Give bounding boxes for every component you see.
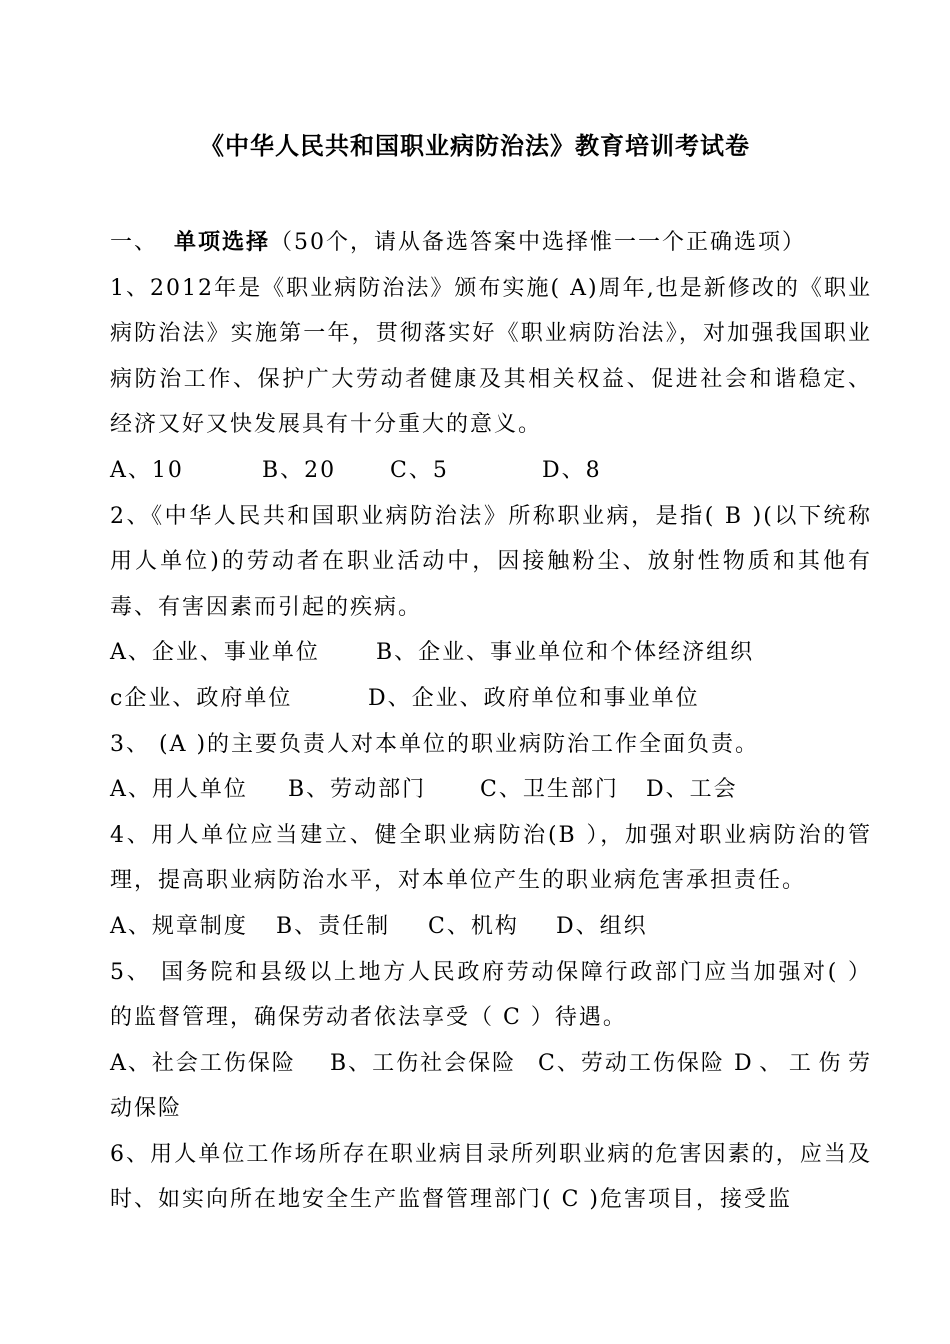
option-d: D、8 [542, 457, 602, 483]
option-c: C、劳动工伤保险 [538, 1050, 725, 1076]
section-number: 一、 [110, 230, 159, 255]
option-a: A、企业、事业单位 [110, 640, 320, 666]
section-note: （50个，请从备选答案中选择惟一一个正确选项） [270, 230, 807, 255]
document-body [110, 220, 872, 1223]
option-b: B、企业、事业单位和个体经济组织 [376, 640, 755, 666]
section-heading [110, 220, 872, 266]
section-title: 单项选择 [174, 230, 271, 255]
option-d: D、组织 [556, 913, 648, 939]
option-b: B、责任制 [276, 913, 391, 939]
question-4-text: 4、用人单位应当建立、健全职业病防治(B ），加强对职业病防治的管理，提高职业病防治水平，对本单位产生的职业病危害承担责任。 [110, 822, 872, 894]
option-b: B、工伤社会保险 [330, 1050, 517, 1076]
option-a: A、社会工伤保险 [110, 1050, 296, 1076]
option-c: C、卫生部门 [480, 777, 619, 803]
option-b: B、20 [262, 457, 337, 483]
option-b: B、劳动部门 [288, 777, 427, 803]
question-2-options-row1 [110, 630, 872, 676]
option-c: C、机构 [428, 913, 519, 939]
question-1-text: 1、2012年是《职业病防治法》颁布实施( A)周年,也是新修改的《职业病防治法》实施第一年，贯彻落实好《职业病防治法》，对加强我国职业病防治工作、保护广大劳动者健康及其相关权益、促进社会和谐稳定、经济又好又快发展具有十分重大的意义。 [110, 275, 872, 438]
option-d: D、工会 [646, 777, 738, 803]
question-4-options [110, 904, 872, 950]
option-a: A、10 [110, 457, 184, 483]
question-5-options [110, 1041, 872, 1132]
option-a: A、规章制度 [110, 913, 248, 939]
question-2-options-row2 [110, 676, 872, 722]
question-2-text: 2、《中华人民共和国职业病防治法》所称职业病，是指( B )(以下统称用人单位)的劳动者在职业活动中，因接触粉尘、放射性物质和其他有毒、有害因素而引起的疾病。 [110, 503, 872, 620]
option-a: A、用人单位 [110, 777, 248, 803]
question-1-options [110, 448, 872, 494]
question-6-text: 6、用人单位工作场所存在职业病目录所列职业病的危害因素的，应当及时、如实向所在地安全生产监督管理部门( C )危害项目，接受监 [110, 1141, 872, 1213]
question-3-options [110, 767, 872, 813]
question-5-text: 5、 国务院和县级以上地方人民政府劳动保障行政部门应当加强对( ）的监督管理，确保劳动者依法享受（ C ）待遇。 [110, 959, 872, 1031]
option-c: c企业、政府单位 [110, 685, 293, 711]
option-c: C、5 [390, 457, 449, 483]
page-title: 《中华人民共和国职业病防治法》教育培训考试卷 [200, 132, 750, 160]
option-d: D、工伤劳动保险 [110, 1050, 872, 1122]
question-3-text: 3、 (A )的主要负责人对本单位的职业病防治工作全面负责。 [110, 731, 760, 757]
option-d: D、企业、政府单位和事业单位 [368, 685, 700, 711]
